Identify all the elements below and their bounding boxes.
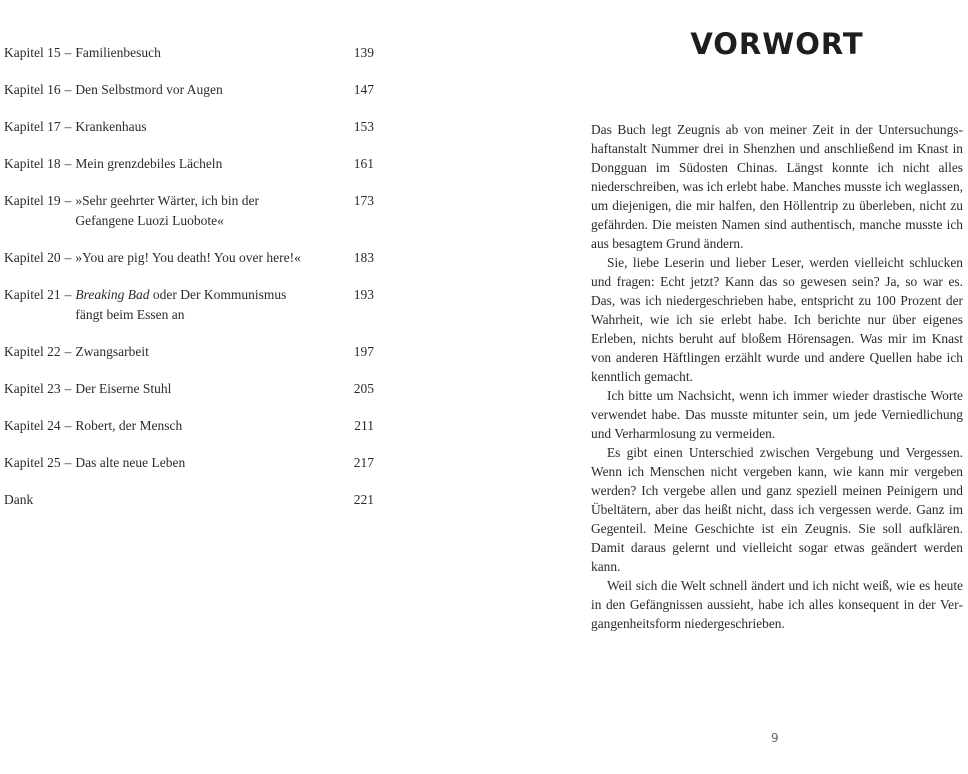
paragraph: Ich bitte um Nachsicht, wenn ich immer wieder drastische Worte verwendet habe. Das musste mitunter sein, um jede Verniedlichung und Verharmlosung zu vermeiden.	[591, 388, 963, 441]
toc-entry[interactable]: Kapitel 21 – Breaking Bad oder Der Kommunismus fängt beim Essen an 193	[4, 285, 376, 325]
page-title: VORWORT	[690, 27, 864, 61]
toc-title: Mein grenzdebiles Lächeln	[75, 156, 223, 171]
toc-page-number: 147	[353, 82, 374, 97]
toc-page-number: 197	[353, 344, 374, 359]
toc-chapter: Kapitel 20	[4, 250, 61, 265]
toc-chapter: Kapitel 25	[4, 455, 61, 470]
toc-page-number: 183	[353, 250, 374, 265]
toc-title: Krankenhaus	[75, 119, 147, 134]
toc-page-number: 161	[353, 156, 374, 171]
paragraph: Sie, liebe Leserin und lieber Leser, werden vielleicht schlucken und fragen: Echt jetzt? Kann das so gewesen sein? Ja, so war es. Das, was ich niedergeschrieben habe, entspricht zu 100 Prozent der Wahrheit, wie ich sie erlebt habe. Ich berichte nur über eigenes Erleben, nichts beruht auf bloßem Hörensagen. Was mir im Knast von anderen Häftlingen erzählt wurde und andere Quellen habe ich kenntlich gemacht.	[591, 255, 963, 384]
toc-title: Den Selbstmord vor Augen	[75, 82, 223, 97]
toc-entry[interactable]: Kapitel 16 – Den Selbstmord vor Augen 147	[4, 80, 376, 100]
paragraph: Weil sich die Welt schnell ändert und ich nicht weiß, wie es heute in den Gefängnissen aussieht, habe ich alles konsequent in der Vergangenheitsform niedergeschrieben.	[591, 578, 963, 631]
toc-page-number: 217	[353, 455, 374, 470]
toc-title: Das alte neue Leben	[75, 455, 186, 470]
toc-page-number: 221	[353, 492, 374, 507]
toc-title: »Sehr geehrter Wärter, ich bin der Gefangene Luozi Luobote«	[75, 193, 260, 228]
toc-chapter: Kapitel 21	[4, 287, 61, 302]
toc-chapter: Kapitel 24	[4, 418, 61, 433]
toc-chapter: Kapitel 17	[4, 119, 61, 134]
table-of-contents	[4, 43, 376, 527]
toc-entry[interactable]: Kapitel 17 – Krankenhaus 153	[4, 117, 376, 137]
toc-page-number: 173	[353, 193, 374, 208]
toc-chapter: Kapitel 18	[4, 156, 61, 171]
toc-title: »You are pig! You death! You over here!«	[75, 250, 301, 265]
toc-entry[interactable]: Kapitel 22 – Zwangsarbeit 197	[4, 342, 376, 362]
toc-page-number: 211	[354, 418, 374, 433]
toc-chapter: Kapitel 22	[4, 344, 61, 359]
toc-title: Der Eiserne Stuhl	[75, 381, 172, 396]
toc-chapter: Dank	[4, 492, 34, 507]
toc-page-number: 193	[353, 287, 374, 302]
toc-entry[interactable]: Kapitel 23 – Der Eiserne Stuhl 205	[4, 379, 376, 399]
toc-entry[interactable]	[4, 490, 376, 510]
toc-entry[interactable]: Kapitel 18 – Mein grenzdebiles Lächeln 161	[4, 154, 376, 174]
page-number: 9	[771, 731, 779, 745]
toc-chapter: Kapitel 23	[4, 381, 61, 396]
foreword-body	[591, 120, 963, 633]
toc-entry[interactable]: Kapitel 20 – »You are pig! You death! You over here!« 183	[4, 248, 376, 268]
toc-title: Familienbesuch	[75, 45, 161, 60]
toc-page-number: 153	[353, 119, 374, 134]
toc-entry[interactable]: Kapitel 25 – Das alte neue Leben 217	[4, 453, 376, 473]
toc-title: Zwangsarbeit	[75, 344, 149, 359]
toc-page-number: 205	[353, 381, 374, 396]
toc-chapter: Kapitel 15	[4, 45, 61, 60]
toc-page-number: 139	[353, 45, 374, 60]
toc-title: Breaking Bad oder Der Kommunismus fängt beim Essen an	[75, 287, 287, 322]
toc-title: Robert, der Mensch	[75, 418, 183, 433]
toc-chapter: Kapitel 16	[4, 82, 61, 97]
toc-entry[interactable]: Kapitel 19 – »Sehr geehrter Wärter, ich bin der Gefangene Luozi Luobote« 173	[4, 191, 376, 231]
toc-chapter: Kapitel 19	[4, 193, 61, 208]
toc-entry[interactable]: Kapitel 24 – Robert, der Mensch 211	[4, 416, 376, 436]
toc-entry[interactable]: Kapitel 15 – Familienbesuch 139	[4, 43, 376, 63]
paragraph: Es gibt einen Unterschied zwischen Vergebung und Vergessen. Wenn ich Menschen nicht vergeben kann, wie kann mir vergeben werden? Ich vergebe allen und ganz speziell meinen Peinigern und Übeltätern, aber das heißt nicht, dass ich vergessen werde. Ganz im Gegenteil. Meine Geschichte ist ein Zeugnis. Sie soll aufklären. Damit daraus gelernt und vielleicht sogar etwas geändert werden kann.	[591, 445, 963, 574]
paragraph: Das Buch legt Zeugnis ab von meiner Zeit in der Untersuchungshaftanstalt Nummer drei in Shenzhen und anschließend im Knast in Dongguan im Südosten Chinas. Längst konnte ich nicht alles niederschreiben, was ich erlebt habe. Manches musste ich weglassen, um diejenigen, die mir halfen, den Höllentrip zu überleben, nicht zu gefährden. Die meisten Namen sind authentisch, manche musste ich aus besagtem Grund ändern.	[591, 122, 963, 251]
